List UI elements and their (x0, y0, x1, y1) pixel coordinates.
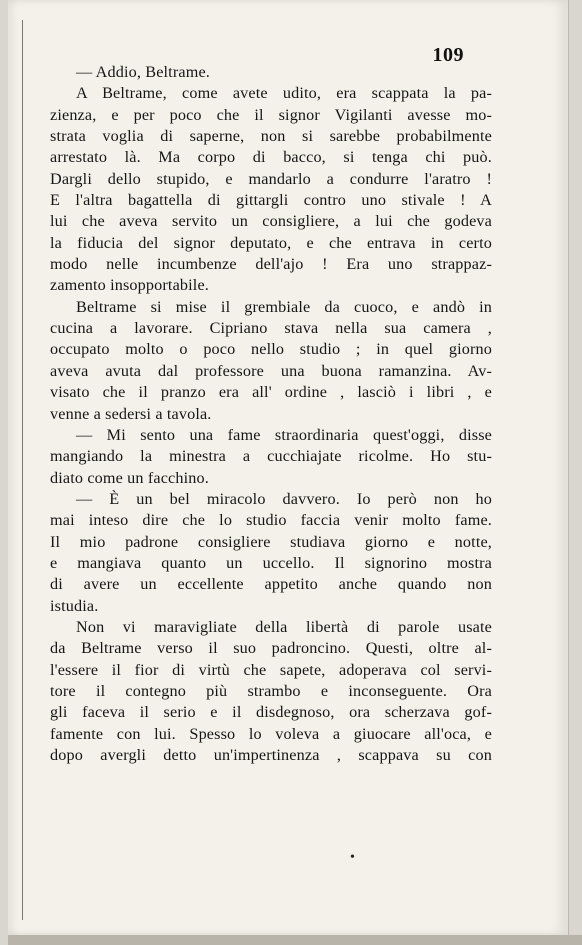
text-line: mai inteso dire che lo studio faccia venir molto fame. (50, 511, 492, 530)
text-line: e mangiava quanto un uccello. Il signorino mostra (50, 553, 492, 572)
text-line: famente con lui. Spesso lo voleva a giuocare all'oca, e (50, 724, 492, 743)
text-line: tore il contegno più strambo e inconseguente. Ora (50, 681, 492, 700)
text-line: Beltrame si mise il grembiale da cuoco, e andò in (76, 297, 492, 316)
text-line: gli faceva il serio e il disdegnoso, ora scherzava gof- (50, 703, 492, 722)
text-line: modo nelle incumbenze dell'ajo ! Era uno strappaz- (50, 255, 492, 274)
text-line: aveva avuta dal professore una buona ramanzina. Av- (50, 361, 492, 380)
page-bottom-edge (8, 935, 582, 945)
text-line: Il mio padrone consigliere studiava giorno e notte, (50, 532, 492, 551)
text-line: di avere un eccellente appetito anche quando non (50, 575, 492, 594)
text-line: da Beltrame verso il suo padroncino. Questi, oltre al- (50, 639, 492, 658)
text-line: Dargli dello stupido, e mandarlo a condurre l'aratro ! (50, 169, 492, 188)
text-line: diato come un facchino. (50, 468, 209, 487)
text-line: visato che il pranzo era all' ordine , lasciò i libri , e (50, 383, 492, 402)
text-line: zamento insopportabile. (50, 276, 209, 295)
text-line: venne a sedersi a tavola. (50, 404, 212, 423)
text-line: mangiando la minestra a cucchiajate ricolme. Ho stu- (50, 447, 492, 466)
text-line: E l'altra bagattella di gittargli contro uno stivale ! A (50, 191, 492, 210)
text-line: occupato molto o poco nello studio ; in quel giorno (50, 340, 492, 359)
book-page (8, 0, 569, 935)
text-line: — Mi sento una fame straordinaria quest'oggi, disse (76, 425, 492, 444)
text-line: zienza, e per poco che il signor Vigilanti avesse mo- (50, 105, 492, 124)
text-line: — È un bel miracolo davvero. Io però non ho (76, 489, 492, 508)
text-line: la fiducia del signor deputato, e che entrava in certo (50, 233, 492, 252)
body-text (50, 62, 492, 766)
text-line: l'essere il fior di virtù che sapete, adoperava col servi- (50, 660, 492, 679)
text-line: Non vi maravigliate della libertà di parole usate (76, 617, 492, 636)
text-line: cucina a lavorare. Cipriano stava nella sua camera , (50, 319, 492, 338)
text-line: arrestato là. Ma corpo di bacco, si tenga chi può. (50, 148, 492, 167)
text-line: strata voglia di saperne, non si sarebbe probabilmente (50, 127, 492, 146)
text-line: dopo avergli detto un'impertinenza , scappava su con (50, 746, 492, 764)
page-number: 109 (432, 44, 464, 66)
ink-speck-mark: • (350, 850, 355, 865)
text-line: A Beltrame, come avete udito, era scappata la pa- (76, 84, 492, 103)
text-line: — Addio, Beltrame. (76, 63, 210, 81)
text-line: lui che aveva servito un consigliere, a lui che godeva (50, 212, 492, 231)
text-line: istudia. (50, 596, 99, 615)
binding-edge-line (22, 20, 23, 920)
